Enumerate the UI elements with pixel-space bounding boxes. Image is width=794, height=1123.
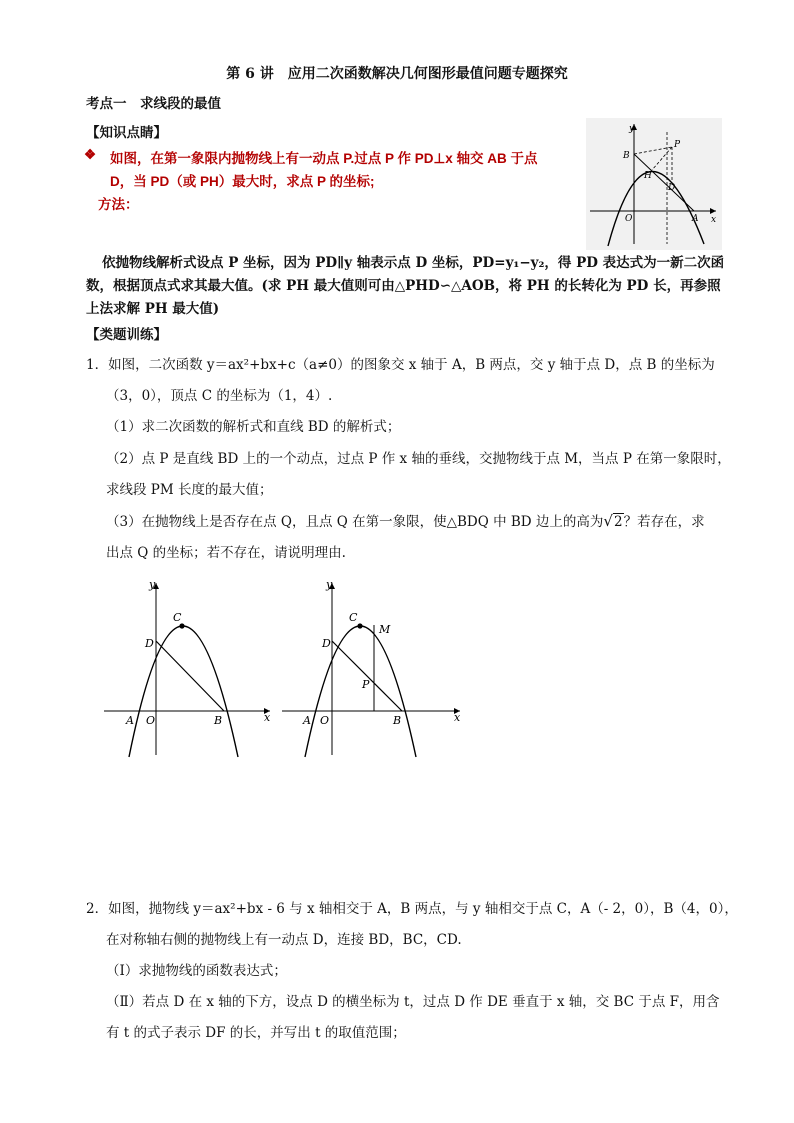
q1-figure-2 (278, 575, 468, 765)
method-para-3: 上法求解 PH 最大值) (86, 301, 220, 317)
fig2-p-label: P (362, 678, 370, 691)
fig2-b-label: B (393, 714, 402, 727)
q2-line-5: 有 t 的式子表示 DF 的长，并写出 t 的取值范围； (106, 1025, 406, 1041)
fig-top-h-label: H (644, 171, 652, 181)
knowledge-line-2: D，当 PD（或 PH）最大时，求点 P 的坐标; (110, 174, 375, 189)
fig-top-p-label: P (674, 140, 681, 150)
fig2-y-label: y (326, 578, 333, 591)
q1-line-6: （3）在抛物线上是否存在点 Q，且点 Q 在第一象限，使△BDQ 中 BD 边上的高为√2？若存在，求 (106, 512, 705, 530)
fig2-c-label: C (349, 611, 358, 624)
q1-line-6-a: （3）在抛物线上是否存在点 Q，且点 Q 在第一象限，使△BDQ 中 BD 边上的高为 (106, 514, 604, 530)
method-para-1: 依抛物线解析式设点 P 坐标，因为 PD∥y 轴表示点 D 坐标，PD=y₁−y₂，得 PD 表达式为一新二次函 (102, 255, 725, 271)
q1-line-1: 1．如图，二次函数 y＝ax²+bx+c（a≠0）的图象交 x 轴于 A，B 两点，交 y 轴于点 D，点 B 的坐标为 (86, 357, 715, 373)
knowledge-figure (586, 118, 722, 250)
knowledge-heading: 【知识点睛】 (86, 125, 167, 141)
fig1-x-label: x (264, 711, 271, 724)
fig1-y-label: y (149, 578, 156, 591)
q1-figure-1 (100, 575, 280, 765)
fig-top-x-label: x (711, 215, 717, 225)
fig-top-a-label: A (692, 214, 699, 224)
q1-sqrt-value: 2 (613, 514, 623, 530)
knowledge-line-1: 如图，在第一象限内抛物线上有一动点 P.过点 P 作 PD⊥x 轴交 AB 于点 (110, 151, 538, 166)
fig-top-d-label: D (668, 183, 676, 193)
q1-line-3: （1）求二次函数的解析式和直线 BD 的解析式； (106, 419, 401, 435)
method-label: 方法： (98, 197, 139, 212)
fig2-d-label: D (322, 637, 331, 650)
q2-line-4: （Ⅱ）若点 D 在 x 轴的下方，设点 D 的横坐标为 t，过点 D 作 DE 垂直于 x 轴，交 BC 于点 F，用含 (106, 994, 720, 1010)
fig1-c-label: C (173, 611, 182, 624)
fig-top-y-label: y (629, 124, 635, 134)
fig1-a-label: A (126, 714, 134, 727)
q1-line-6-b: ？若存在，求 (623, 514, 705, 530)
q1-line-5: 求线段 PM 长度的最大值； (106, 482, 273, 498)
fig1-o-label: O (146, 714, 156, 727)
q1-line-4: （2）点 P 是直线 BD 上的一个动点，过点 P 作 x 轴的垂线，交抛物线于点 M，当点 P 在第一象限时， (106, 451, 731, 467)
bullet-icon: ❖ (84, 147, 97, 163)
page-title: 第 6 讲 应用二次函数解决几何图形最值问题专题探究 (226, 66, 568, 82)
fig1-b-label: B (214, 714, 223, 727)
fig2-a-label: A (303, 714, 311, 727)
section-heading: 考点一 求线段的最值 (86, 96, 221, 112)
fig1-d-label: D (145, 637, 154, 650)
fig-top-o-label: O (625, 214, 633, 224)
q1-line-7: 出点 Q 的坐标；若不存在，请说明理由. (106, 545, 346, 561)
q2-line-3: （Ⅰ）求抛物线的函数表达式； (106, 963, 287, 979)
q2-line-2: 在对称轴右侧的抛物线上有一动点 D，连接 BD，BC，CD. (106, 932, 462, 948)
q1-line-2: （3，0），顶点 C 的坐标为（1，4）. (106, 388, 333, 404)
practice-heading: 【类题训练】 (86, 327, 167, 343)
fig2-o-label: O (320, 714, 330, 727)
fig2-m-label: M (379, 623, 391, 636)
q2-line-1: 2．如图，抛物线 y＝ax²+bx - 6 与 x 轴相交于 A，B 两点，与 y 轴相交于点 C，A（- 2，0），B（4，0）， (86, 901, 738, 917)
fig-top-b-label: B (623, 151, 630, 161)
fig2-x-label: x (454, 711, 461, 724)
method-para-2: 数，根据顶点式求其最大值。(求 PH 最大值则可由△PHD∽△AOB，将 PH 的长转化为 PD 长，再参照 (86, 278, 721, 294)
